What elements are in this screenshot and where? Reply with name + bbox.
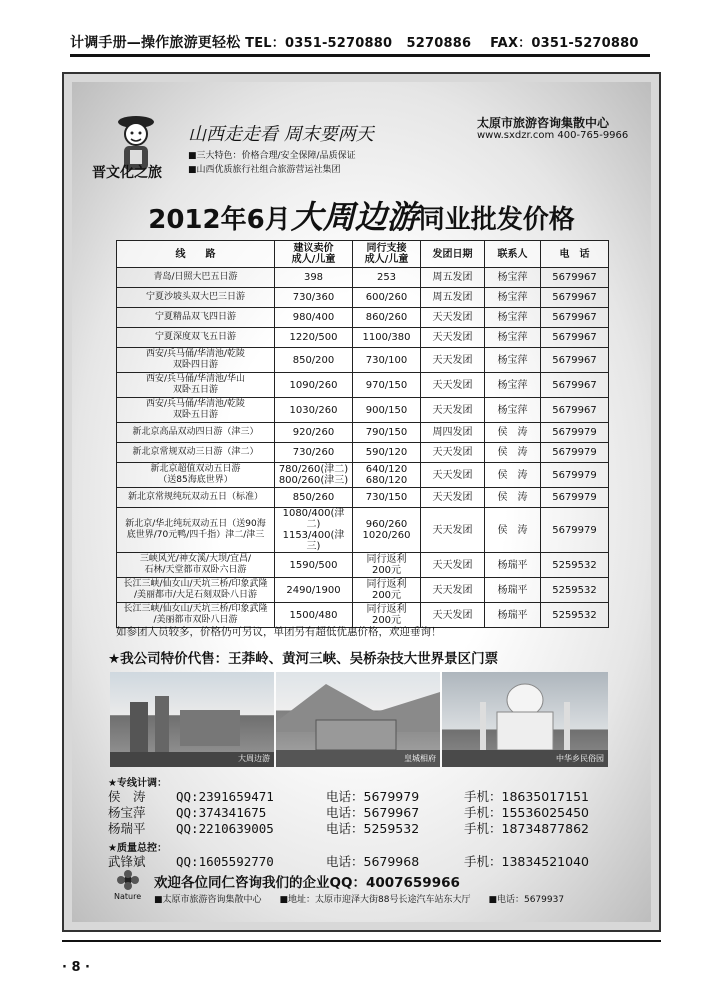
table-cell: 西安/兵马俑/华清池/乾陵 双卧五日游 [117,398,275,423]
qc-heading: ★质量总控： [108,843,167,854]
photo-scenic-3 [442,672,608,767]
qc-mobile[interactable]: 手机：13834521040 [464,854,589,869]
headline [72,192,651,238]
table-row [117,553,609,578]
table-row [117,398,609,423]
table-cell: 5679967 [541,328,609,348]
table-cell: 杨宝萍 [485,373,541,398]
table-cell: 新北京高品双动四日游（津三） [117,423,275,443]
column-header: 线 路 [117,241,275,268]
table-cell: 同行返利 200元 [353,578,421,603]
table-cell: 三峡风光/神女溪/大坝/宜昌/ 石林/天堂都市双卧六日游 [117,553,275,578]
table-cell: 1080/400(津二) 1153/400(津三) [275,508,353,553]
header-tel: TEL：0351-5270880 [245,36,393,51]
photo-caption-2: 皇城相府 [404,754,436,763]
table-cell: 780/260(津二) 800/260(津三) [275,463,353,488]
table-cell: 253 [353,268,421,288]
table-cell: 新北京超值双动五日游 （送85海底世界） [117,463,275,488]
table-cell: 侯 涛 [485,463,541,488]
nature-logo [114,870,141,901]
table-cell: 5679967 [541,373,609,398]
table-cell: 1090/260 [275,373,353,398]
ad-frame [62,72,661,932]
table-cell: 杨宝萍 [485,328,541,348]
table-cell: 天天发团 [421,328,485,348]
table-cell: 900/150 [353,398,421,423]
table-row [117,508,609,553]
photo-scenic-2 [276,672,440,767]
table-row [117,578,609,603]
brand-name: 晋文化之旅 [92,165,162,181]
table-cell: 天天发团 [421,603,485,628]
table-cell: 侯 涛 [485,508,541,553]
nature-logo-text: Nature [114,892,142,901]
planner-name: 杨瑞平 [108,821,146,836]
column-header: 联系人 [485,241,541,268]
table-cell: 730/100 [353,348,421,373]
table-cell: 周五发团 [421,288,485,308]
table-cell: 天天发团 [421,578,485,603]
table-cell: 长江三峡/仙女山/天坑三桥/印象武隆 /美丽都市双卧八日游 [117,603,275,628]
center-name: 太原市旅游咨询集散中心 [477,116,610,130]
table-cell: 杨宝萍 [485,268,541,288]
table-cell: 侯 涛 [485,443,541,463]
contacts-section [108,772,618,870]
headline-date: 2012年6月 [148,205,291,235]
header-tel2: 5270886 [406,36,472,51]
table-cell: 侯 涛 [485,423,541,443]
table-cell: 2490/1900 [275,578,353,603]
table-body [117,268,609,628]
table-cell: 850/260 [275,488,353,508]
table-cell: 5679967 [541,348,609,373]
top-header [70,32,650,57]
planner-tel[interactable]: 电话：5679979 [326,789,420,804]
planners-heading: ★专线计调： [108,778,167,789]
table-cell: 杨瑞平 [485,553,541,578]
planner-name: 杨宝萍 [108,805,146,820]
table-cell: 杨宝萍 [485,288,541,308]
header-fax: FAX：0351-5270880 [490,36,639,51]
qc-qq[interactable]: QQ:1605592770 [176,854,274,869]
bottom-rule [62,940,661,942]
table-cell: 天天发团 [421,348,485,373]
planner-tel[interactable]: 电话：5679967 [326,805,420,820]
table-row [117,308,609,328]
planner-row [108,821,618,837]
table-cell: 5679967 [541,288,609,308]
table-cell: 5679979 [541,443,609,463]
photo-caption-3: 中华乡民俗园 [556,754,604,763]
table-cell: 长江三峡/仙女山/天坑三桥/印象武隆 /美丽都市/大足石刻双卧八日游 [117,578,275,603]
headline-emphasis: 大周边游 [290,198,419,236]
brand-slogan: 山西走走看 周末要两天 [188,124,374,145]
table-cell: 398 [275,268,353,288]
table-cell: 5259532 [541,603,609,628]
table-cell: 周五发团 [421,268,485,288]
table-cell: 790/150 [353,423,421,443]
planner-mobile[interactable]: 手机：18635017151 [464,789,589,804]
table-cell: 5679979 [541,488,609,508]
qc-tel[interactable]: 电话：5679968 [326,854,420,869]
table-cell: 860/260 [353,308,421,328]
table-cell: 1500/480 [275,603,353,628]
table-cell: 杨瑞平 [485,603,541,628]
table-cell: 青岛/日照大巴五日游 [117,268,275,288]
table-cell: 5679979 [541,463,609,488]
planner-qq[interactable]: QQ:374341675 [176,805,267,820]
table-cell: 杨宝萍 [485,348,541,373]
table-cell: 杨瑞平 [485,578,541,603]
table-cell: 天天发团 [421,398,485,423]
table-row [117,488,609,508]
table-cell: 西安/兵马俑/华清池/乾陵 双卧四日游 [117,348,275,373]
photo-scenic-1 [110,672,274,767]
table-cell: 920/260 [275,423,353,443]
table-cell: 新北京常规纯玩双动五日（标准） [117,488,275,508]
table-cell: 天天发团 [421,508,485,553]
table-row [117,328,609,348]
table-cell: 600/260 [353,288,421,308]
planner-qq[interactable]: QQ:2210639005 [176,821,274,836]
table-cell: 天天发团 [421,488,485,508]
table-cell: 5679967 [541,268,609,288]
planner-name: 侯 涛 [108,789,146,804]
table-cell: 西安/兵马俑/华清池/华山 双卧五日游 [117,373,275,398]
table-cell: 新北京常规双动三日游（津二） [117,443,275,463]
table-cell: 杨宝萍 [485,308,541,328]
ticket-sales-line: ★我公司特价代售：王莽岭、黄河三峡、吴桥杂技大世界景区门票 [108,651,499,667]
table-row [117,373,609,398]
table-cell: 970/150 [353,373,421,398]
table-row [117,443,609,463]
table-cell: 周四发团 [421,423,485,443]
table-cell: 730/150 [353,488,421,508]
table-row [117,288,609,308]
table-cell: 5259532 [541,578,609,603]
photo-strip [110,672,608,767]
table-row [117,463,609,488]
table-cell: 5679979 [541,423,609,443]
table-cell: 5679979 [541,508,609,553]
table-cell: 1030/260 [275,398,353,423]
table-cell: 侯 涛 [485,488,541,508]
planner-mobile[interactable]: 手机：18734877862 [464,821,589,836]
table-cell: 天天发团 [421,463,485,488]
table-cell: 天天发团 [421,373,485,398]
table-cell: 新北京/华北纯玩双动五日（送90海 底世界/70元鸭/四千指）津二/津三 [117,508,275,553]
table-header-row [117,241,609,268]
headline-rest: 同业批发价格 [418,205,575,235]
table-cell: 天天发团 [421,443,485,463]
table-cell: 同行返利 200元 [353,553,421,578]
planner-qq[interactable]: QQ:2391659471 [176,789,274,804]
column-header: 发团日期 [421,241,485,268]
table-cell: 1220/500 [275,328,353,348]
table-row [117,268,609,288]
photo-caption-1: 大周边游 [238,754,270,763]
table-cell: 天天发团 [421,308,485,328]
table-cell: 640/120 680/120 [353,463,421,488]
table-cell: 杨宝萍 [485,398,541,423]
planner-mobile[interactable]: 手机：15536025450 [464,805,589,820]
price-table [116,240,609,628]
table-cell: 960/260 1020/260 [353,508,421,553]
planner-row [108,805,618,821]
table-cell: 730/360 [275,288,353,308]
column-header: 电 话 [541,241,609,268]
brand-tag-2: ■山西优质旅行社组合旅游营运社集团 [188,165,341,175]
table-cell: 天天发团 [421,553,485,578]
qc-row [108,854,618,870]
flower-logo-icon [115,870,141,890]
planner-tel[interactable]: 电话：5259532 [326,821,420,836]
brand-tag-1: ■三大特色：价格合理/安全保障/品质保证 [188,151,356,161]
table-cell: 980/400 [275,308,353,328]
table-cell: 590/120 [353,443,421,463]
column-header: 建议卖价 成人/儿童 [275,241,353,268]
planners-list [108,789,618,837]
footer-info: ■太原市旅游咨询集散中心 ■地址：太原市迎泽大街88号长途汽车站东大厅 ■电话：5679937 [154,895,565,905]
table-cell: 5259532 [541,553,609,578]
table-cell: 1100/380 [353,328,421,348]
header-slogan: 计调手册—操作旅游更轻松 [70,35,241,51]
table-cell: 宁夏深度双飞五日游 [117,328,275,348]
page-number: · 8 · [62,960,90,975]
table-cell: 5679967 [541,308,609,328]
group-note: 如参团人员较多，价格仍可另议，单团另有超低优惠价格，欢迎垂询！ [116,626,442,638]
table-row [117,348,609,373]
table-cell: 5679967 [541,398,609,423]
column-header: 同行支接 成人/儿童 [353,241,421,268]
ad-inner [72,82,651,922]
center-website[interactable]: www.sxdzr.com 400-765-9966 [477,130,629,141]
table-cell: 同行返利 200元 [353,603,421,628]
table-cell: 宁夏精品双飞四日游 [117,308,275,328]
table-row [117,423,609,443]
table-cell: 1590/500 [275,553,353,578]
table-cell: 850/200 [275,348,353,373]
table-cell: 宁夏沙坡头双大巴三日游 [117,288,275,308]
welcome-line: 欢迎各位同仁咨询我们的企业QQ：4007659966 [154,875,460,891]
table-cell: 730/260 [275,443,353,463]
qc-name: 武锋斌 [108,854,146,869]
planner-row [108,789,618,805]
